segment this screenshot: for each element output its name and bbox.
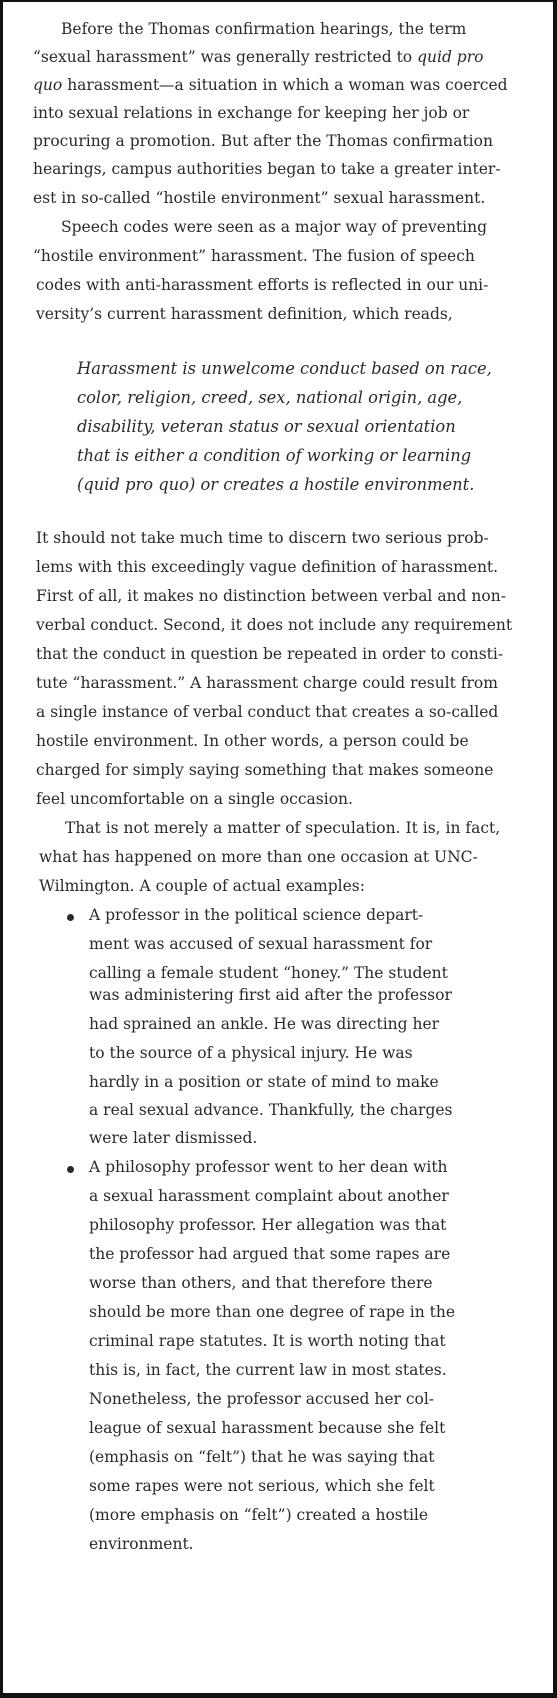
- text-line: charged for simply saying something that makes someone: [36, 761, 494, 779]
- quote-line: disability, veteran status or sexual orientation: [77, 417, 456, 436]
- emphasis-text: quid pro: [417, 48, 484, 66]
- text-line: lems with this exceedingly vague definition of harassment.: [36, 558, 499, 576]
- list-item-line: criminal rape statutes. It is worth noting that: [89, 1332, 446, 1350]
- text-line: what has happened on more than one occasion at UNC-: [39, 848, 478, 866]
- text-line: feel uncomfortable on a single occasion.: [36, 790, 353, 808]
- bullet-icon: [67, 914, 74, 921]
- list-item-line: were later dismissed.: [89, 1129, 258, 1147]
- list-item-line: A professor in the political science depart-: [89, 906, 424, 924]
- quote-line: Harassment is unwelcome conduct based on race,: [77, 359, 492, 378]
- list-item-line: Nonetheless, the professor accused her col-: [89, 1390, 435, 1408]
- list-item-line: some rapes were not serious, which she felt: [89, 1477, 435, 1495]
- list-item-line: ment was accused of sexual harassment for: [89, 935, 433, 953]
- list-item-line: A philosophy professor went to her dean with: [89, 1158, 448, 1176]
- emphasis-text: quo: [33, 76, 63, 94]
- list-item-line: worse than others, and that therefore there: [89, 1274, 433, 1292]
- text-line: hostile environment. In other words, a person could be: [36, 732, 469, 750]
- text-line: Speech codes were seen as a major way of preventing: [61, 218, 488, 236]
- text-line: tute “harassment.” A harassment charge could result from: [36, 674, 498, 692]
- quote-line: color, religion, creed, sex, national origin, age,: [77, 388, 463, 407]
- list-item-line: philosophy professor. Her allegation was that: [89, 1216, 447, 1234]
- list-item-line: to the source of a physical injury. He was: [89, 1044, 413, 1062]
- text-line: It should not take much time to discern two serious prob-: [36, 529, 489, 547]
- list-item-line: (more emphasis on “felt”) created a hostile: [89, 1506, 429, 1524]
- text-line: a single instance of verbal conduct that creates a so-called: [36, 703, 499, 721]
- text-line: est in so-called “hostile environment” sexual harassment.: [33, 189, 486, 207]
- list-item-line: was administering first aid after the professor: [89, 986, 452, 1004]
- list-item-line: the professor had argued that some rapes are: [89, 1245, 451, 1263]
- text-line: into sexual relations in exchange for keeping her job or: [33, 104, 470, 122]
- text-line: verbal conduct. Second, it does not include any requirement: [36, 616, 513, 634]
- text-line: codes with anti-harassment efforts is reflected in our uni-: [36, 276, 489, 294]
- list-item-line: calling a female student “honey.” The student: [89, 964, 448, 982]
- text-line: hearings, campus authorities began to take a greater inter-: [33, 160, 501, 178]
- bullet-icon: [67, 1166, 74, 1173]
- text-line: Before the Thomas confirmation hearings, the term: [61, 20, 467, 38]
- text-line: That is not merely a matter of speculation. It is, in fact,: [65, 819, 501, 837]
- list-item-line: hardly in a position or state of mind to make: [89, 1073, 439, 1091]
- list-item-line: should be more than one degree of rape in the: [89, 1303, 456, 1321]
- text-line: that the conduct in question be repeated in order to consti-: [36, 645, 504, 663]
- quote-line: (quid pro quo) or creates a hostile environment.: [77, 475, 475, 494]
- list-item-line: environment.: [89, 1535, 194, 1553]
- text-line: “hostile environment” harassment. The fusion of speech: [33, 247, 475, 265]
- list-item-line: this is, in fact, the current law in most states.: [89, 1361, 447, 1379]
- list-item-line: a real sexual advance. Thankfully, the charges: [89, 1101, 453, 1119]
- text-line: versity’s current harassment definition, which reads,: [36, 305, 453, 323]
- list-item-line: league of sexual harassment because she felt: [89, 1419, 446, 1437]
- quote-line: that is either a condition of working or learning: [77, 446, 472, 465]
- text-line: Wilmington. A couple of actual examples:: [39, 877, 365, 895]
- text-line: quo harassment—a situation in which a woman was coerced: [33, 76, 508, 94]
- text-line: procuring a promotion. But after the Thomas confirmation: [33, 132, 493, 150]
- list-item-line: a sexual harassment complaint about another: [89, 1187, 449, 1205]
- text-line: First of all, it makes no distinction between verbal and non-: [36, 587, 506, 605]
- list-item-line: had sprained an ankle. He was directing her: [89, 1015, 440, 1033]
- list-item-line: (emphasis on “felt”) that he was saying that: [89, 1448, 435, 1466]
- text-line: “sexual harassment” was generally restricted to quid pro: [33, 48, 484, 66]
